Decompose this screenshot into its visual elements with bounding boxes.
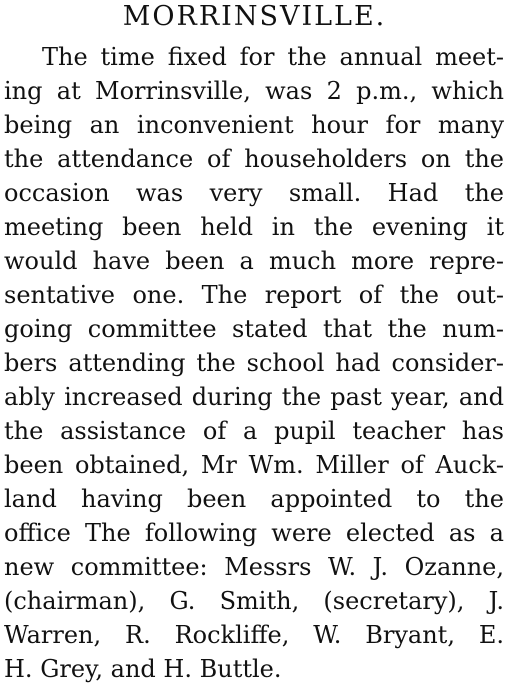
article-line: sentative one. The report of the out-	[4, 281, 504, 309]
article-line: being an inconvenient hour for many	[4, 111, 504, 139]
article-line: bers attending the school had consider-	[4, 349, 504, 377]
article-line: H. Grey, and H. Buttle.	[4, 655, 282, 683]
article-line: the attendance of householders on the	[4, 145, 504, 173]
article-line: meeting been held in the evening it	[4, 213, 504, 241]
article-line: ing at Morrinsville, was 2 p.m., which	[4, 77, 504, 105]
article-line: The time fixed for the annual meet-	[42, 43, 504, 71]
article-line: would have been a much more repre-	[4, 247, 504, 275]
article-line: occasion was very small. Had the	[4, 179, 504, 207]
article-line: (chairman), G. Smith, (secretary), J.	[4, 587, 504, 615]
article-line: the assistance of a pupil teacher has	[4, 417, 504, 445]
article-line: Warren, R. Rockliffe, W. Bryant, E.	[4, 621, 504, 649]
article-body	[4, 40, 504, 686]
article-line: new committee: Messrs W. J. Ozanne,	[4, 553, 504, 581]
article-line: going committee stated that the num-	[4, 315, 504, 343]
article-line: office The following were elected as a	[4, 519, 504, 547]
article-headline: MORRINSVILLE.	[122, 1, 387, 32]
article-line: land having been appointed to the	[4, 485, 504, 513]
article-line: ably increased during the past year, and	[4, 383, 504, 411]
article-line: been obtained, Mr Wm. Miller of Auck-	[4, 451, 504, 479]
